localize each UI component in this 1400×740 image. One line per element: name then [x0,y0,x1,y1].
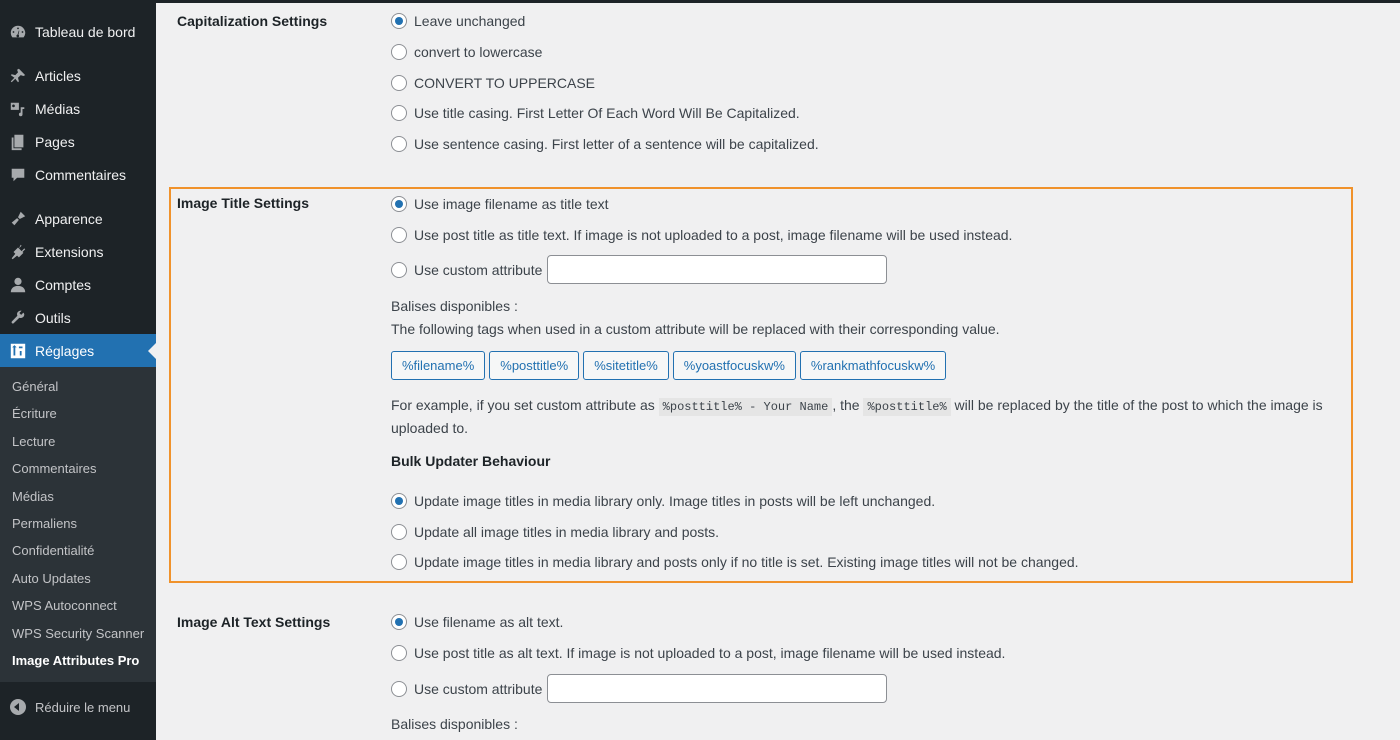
bulk-option-1[interactable]: Update all image titles in media library and posts. [391,524,719,540]
submenu-auto-updates[interactable]: Auto Updates [12,570,91,586]
alt-settings-heading: Image Alt Text Settings [177,614,331,630]
settings-icon [9,342,27,360]
capitalization-option-0[interactable]: Leave unchanged [391,13,525,29]
wrench-icon [9,309,27,327]
radio-checked[interactable] [391,13,407,29]
title-option-1[interactable]: Use post title as title text. If image is not uploaded to a post, image filename will be used instead. [391,227,1012,243]
pin-icon [9,67,27,85]
sidebar-item-label: Médias [35,100,81,117]
submenu-wps-autoconnect[interactable]: WPS Autoconnect [12,598,117,614]
sidebar-item-outils[interactable] [0,301,156,334]
alt-option-1[interactable]: Use post title as alt text. If image is not uploaded to a post, image filename will be used instead. [391,645,1005,661]
alt-tags-label: Balises disponibles : [391,716,518,732]
alt-custom-attribute-input[interactable] [547,674,887,703]
sidebar-item-label: Commentaires [35,166,127,183]
submenu-confidentialite[interactable]: Confidentialité [12,543,95,559]
sidebar-item-dashboard[interactable] [0,15,156,48]
submenu-image-attributes-pro[interactable]: Image Attributes Pro [12,652,140,668]
title-settings-heading: Image Title Settings [177,195,309,211]
admin-bar-edge [156,0,1400,3]
highlight-frame [169,187,1353,583]
media-icon [9,100,27,118]
user-icon [9,276,27,294]
radio[interactable] [391,44,407,60]
sidebar-item-commentaires[interactable] [0,158,156,191]
pages-icon [9,133,27,151]
brush-icon [9,210,27,228]
radio-checked[interactable] [391,493,407,509]
dashboard-icon [9,23,27,41]
collapse-menu-button[interactable] [0,688,156,726]
submenu-commentaires[interactable]: Commentaires [12,461,97,477]
collapse-menu-label: Réduire le menu [35,699,131,715]
submenu-general[interactable]: Général [12,379,59,394]
title-tags-description: The following tags when used in a custom attribute will be replaced with their corresponding value. [391,321,1000,337]
title-custom-attribute-input[interactable] [547,255,887,284]
capitalization-option-4[interactable]: Use sentence casing. First letter of a sentence will be capitalized. [391,136,819,152]
bulk-updater-heading: Bulk Updater Behaviour [391,453,551,469]
radio[interactable] [391,554,407,570]
sidebar-item-label: Réglages [35,342,95,359]
radio[interactable] [391,105,407,121]
title-tags-list [391,351,946,380]
submenu-medias[interactable]: Médias [12,488,54,504]
radio[interactable] [391,645,407,661]
bulk-option-0[interactable]: Update image titles in media library only. Image titles in posts will be left unchanged. [391,493,935,509]
comment-icon [9,166,27,184]
sidebar-item-reglages[interactable] [0,334,156,367]
tag-posttitle[interactable]: %posttitle% [489,351,579,380]
radio[interactable] [391,136,407,152]
alt-option-0[interactable]: Use filename as alt text. [391,614,563,630]
title-example-text: For example, if you set custom attribute as %posttitle% - Your Name , the %posttitle% will be replaced by the title of the post to which the image is uploaded to. [391,397,1323,436]
settings-submenu [0,367,156,682]
alt-option-2[interactable]: Use custom attribute [391,674,887,703]
tag-sitetitle[interactable]: %sitetitle% [583,351,669,380]
capitalization-option-2[interactable]: CONVERT TO UPPERCASE [391,75,595,91]
sidebar-item-label: Comptes [35,276,92,293]
radio[interactable] [391,681,407,697]
capitalization-option-1[interactable]: convert to lowercase [391,44,542,60]
submenu-lecture[interactable]: Lecture [12,433,56,449]
radio-checked[interactable] [391,614,407,630]
capitalization-heading: Capitalization Settings [177,13,328,29]
sidebar-item-label: Extensions [35,243,104,260]
sidebar-item-label: Tableau de bord [35,23,136,40]
sidebar-item-label: Pages [35,133,75,150]
tag-filename[interactable]: %filename% [391,351,485,380]
submenu-ecriture[interactable]: Écriture [12,406,57,422]
radio-checked[interactable] [391,196,407,212]
example-code: %posttitle% [863,398,950,416]
sidebar-item-apparence[interactable] [0,202,156,235]
bulk-option-2[interactable]: Update image titles in media library and posts only if no title is set. Existing image titles will not be changed. [391,554,1079,570]
tag-rankmathfocuskw[interactable]: %rankmathfocuskw% [800,351,946,380]
title-option-0[interactable]: Use image filename as title text [391,196,609,212]
sidebar-item-medias[interactable] [0,92,156,125]
sidebar-item-articles[interactable] [0,59,156,92]
submenu-wps-security-scanner[interactable]: WPS Security Scanner [12,625,145,641]
sidebar-item-label: Articles [35,67,81,84]
sidebar-item-pages[interactable] [0,125,156,158]
title-option-2[interactable]: Use custom attribute [391,255,887,284]
sidebar-item-label: Outils [35,309,71,326]
plugin-icon [9,243,27,261]
radio[interactable] [391,227,407,243]
admin-sidebar [0,0,156,740]
collapse-arrow-icon [10,699,26,715]
capitalization-option-3[interactable]: Use title casing. First Letter Of Each Word Will Be Capitalized. [391,105,800,121]
radio[interactable] [391,524,407,540]
tag-yoastfocuskw[interactable]: %yoastfocuskw% [673,351,796,380]
radio[interactable] [391,262,407,278]
example-code: %posttitle% - Your Name [659,398,833,416]
radio[interactable] [391,75,407,91]
sidebar-item-extensions[interactable] [0,235,156,268]
title-tags-label: Balises disponibles : [391,298,518,314]
sidebar-item-comptes[interactable] [0,268,156,301]
submenu-permaliens[interactable]: Permaliens [12,515,78,531]
sidebar-item-label: Apparence [35,210,103,227]
